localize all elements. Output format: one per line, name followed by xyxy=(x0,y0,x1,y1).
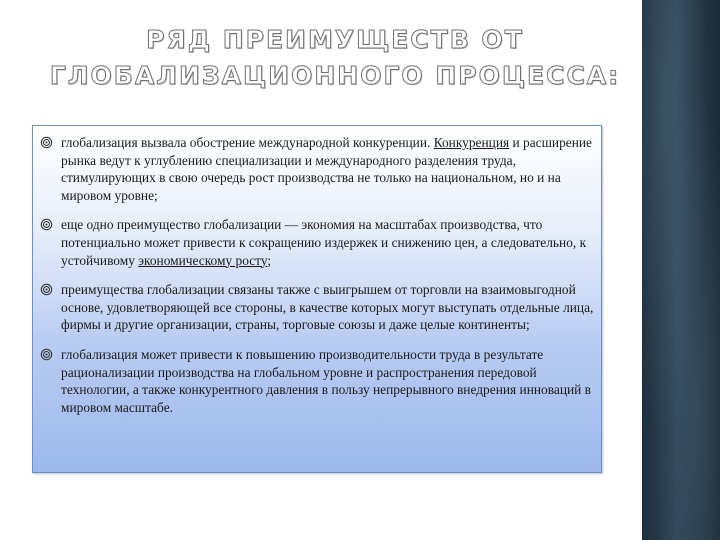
target-circle-icon xyxy=(40,136,53,149)
target-circle-icon xyxy=(40,283,53,296)
bullet-text: ; xyxy=(267,252,272,268)
decorative-side-panel xyxy=(642,0,720,540)
target-circle-icon xyxy=(40,218,53,231)
list-item xyxy=(33,216,603,269)
title-line-2: ГЛОБАЛИЗАЦИОННОГО ПРОЦЕССА: xyxy=(49,61,621,90)
bullet-text: глобализация вызвала обострение международной конкуренции. xyxy=(61,135,434,150)
bullet-text: преимущества глобализации связаны также с выигрышем от торговли на взаимовыгодной основе, удовлетворяющей все стороны, в качестве которых могут выступать отдельные лица, фирмы и другие организации, страны, торговые союзы и даже целые континенты; xyxy=(61,282,594,333)
slide-title xyxy=(40,22,630,94)
list-item xyxy=(33,346,603,416)
list-item xyxy=(33,134,603,204)
bullet-text: глобализация может привести к повышению производительности труда в результате рационализации производства на глобальном уровне и распространения передовой технологии, а также конкурентного давления в пользу непрерывного внедрения инноваций в мировом масштабе. xyxy=(61,346,591,415)
bullet-text: еще одно преимущество глобализации — экономия на масштабах производства, что потенциально может привести к сокращению издержек и снижению цен, а следовательно, к устойчивому xyxy=(61,217,587,268)
bullet-text: и расширение рынка ведут к углублению специализации и международного разделения труда, стимулирующих в свою очередь рост производства не только на национальном, но и на мировом уровне; xyxy=(61,135,592,203)
list-item xyxy=(33,281,603,334)
title-line-1: РЯД ПРЕИМУЩЕСТВ ОТ xyxy=(146,25,524,54)
link-konkurentsiya[interactable]: Конкуренция xyxy=(433,135,510,150)
link-ekonomicheskomu-rostu[interactable]: экономическому росту xyxy=(138,252,268,268)
target-circle-icon xyxy=(40,348,53,361)
bullet-list xyxy=(33,134,603,428)
content-box xyxy=(32,125,602,473)
